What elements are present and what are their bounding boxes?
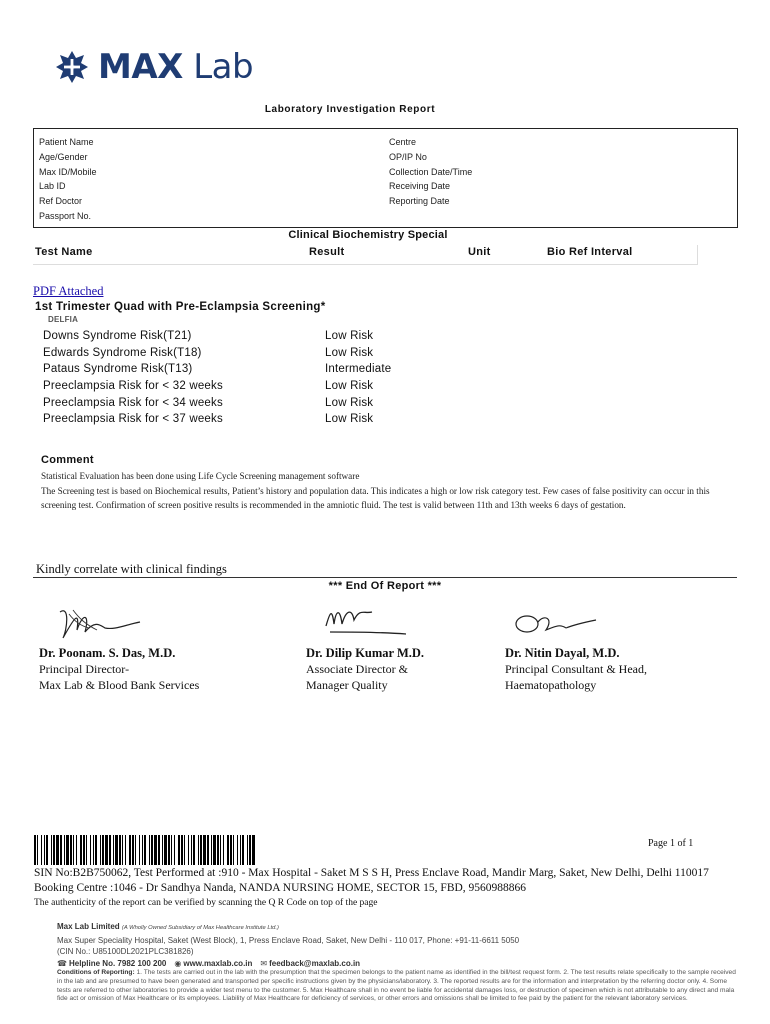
section-title: Clinical Biochemistry Special [288,229,448,241]
signatory-title: Principal Consultant & Head, [505,662,647,676]
field-patient-name: Patient Name [39,137,94,147]
result-name: Downs Syndrome Risk(T21) [43,330,192,342]
signatory-3 [505,645,647,693]
signatory-name: Dr. Poonam. S. Das, M.D. [39,646,176,660]
result-row [43,330,543,347]
result-name: Preeclampsia Risk for < 37 weeks [43,413,223,426]
max-lab-logo [56,47,254,87]
field-receiving-date: Receiving Date [389,181,451,192]
sin-info [34,866,709,896]
signatory-title: Principal Director- [39,662,130,676]
field-max-id: Max ID/Mobile [39,166,97,177]
divider [33,577,737,578]
authenticity-note: The authenticity of the report can be verified by scanning the Q R Code on top of the page [34,898,378,908]
conditions-label: Conditions of Reporting: [57,969,135,977]
signatory-name: Dr. Nitin Dayal, M.D. [505,646,620,660]
comment-line-2: The Screening test is based on Biochemical results, Patient’s history and population data. This indicates a high or low risk category test. Few cases of false positivity can occur in this screening test. Confirmation of screen positive results is recommended in the amniotic fluid. The test is valid between 11th and 13th weeks 6 days of gestation. [41,485,710,510]
result-value: Low Risk [325,380,374,393]
footer-company: Max Lab Limited [57,922,120,931]
results-list [43,330,543,430]
brand-name: MAX Lab [98,47,254,87]
result-name: Pataus Syndrome Risk(T13) [43,363,193,376]
footer-company-line [57,921,737,935]
field-age-gender: Age/Gender [39,151,88,162]
field-passport: Passport No. [39,210,92,221]
footer-address: Max Super Speciality Hospital, Saket (West Block), 1, Press Enclave Road, Saket, New Delhi - 110 017, Phone: +91-11-6611 5050 [57,935,520,945]
result-name: Edwards Syndrome Risk(T18) [43,346,202,359]
result-row [43,380,543,397]
booking-line: Booking Centre :1046 - Dr Sandhya Nanda, NANDA NURSING HOME, SECTOR 15, FBD, 9560988866 [34,882,527,894]
result-value: Low Risk [325,346,374,359]
field-collection-date: Collection Date/Time [389,166,473,177]
field-ref-doctor: Ref Doctor [39,196,83,207]
comment-line-1: Statistical Evaluation has been done using Life Cycle Screening management software [41,471,360,481]
footer-contacts [57,958,737,970]
signature-1-icon [55,600,145,645]
header-unit: Unit [468,246,491,258]
result-row [43,363,543,380]
max-logo-icon [56,51,88,83]
globe-icon: ◉ [174,958,182,968]
footer-helpline: Helpline No. 7982 100 200 [68,958,167,968]
correlate-note: Kindly correlate with clinical findings [36,562,227,576]
result-name: Preeclampsia Risk for < 32 weeks [43,380,223,393]
page-number: Page 1 of 1 [648,838,694,849]
signature-3-icon [510,606,600,646]
result-row [43,413,543,430]
field-op-ip: OP/IP No [389,151,427,162]
comment-heading: Comment [41,454,94,466]
patient-fields-right [389,135,472,209]
signatory-title: Max Lab & Blood Bank Services [39,678,200,692]
table-header [33,245,698,265]
footer-cin: (CIN No.: U85100DL2021PLC381826) [57,947,194,957]
sin-line: SIN No:B2B750062, Test Performed at :910 - Max Hospital - Saket M S S H, Press Enclave Road, Mandir Marg, Saket, New Delhi, Delhi 110017 [34,867,709,879]
footer-website[interactable]: www.maxlab.co.in [183,958,253,968]
test-title: 1st Trimester Quad with Pre-Eclampsia Screening* [35,301,326,313]
result-row [43,397,543,414]
result-value: Low Risk [325,396,374,409]
patient-info-box [33,128,738,228]
mail-icon: ✉ [260,958,268,968]
signature-2-icon [320,598,410,643]
barcode-icon [34,835,256,865]
result-value: Low Risk [325,413,374,426]
header-test-name: Test Name [35,246,93,258]
header-bio-ref: Bio Ref Interval [547,246,633,258]
signatory-title: Associate Director & [306,662,408,676]
phone-icon: ☎ [57,958,67,968]
signatory-title: Manager Quality [306,678,388,692]
field-reporting-date: Reporting Date [389,196,450,207]
signatory-1 [39,645,199,693]
field-lab-id: Lab ID [39,181,66,192]
patient-fields-left [39,135,97,224]
result-name: Preeclampsia Risk for < 34 weeks [43,396,223,409]
result-row [43,347,543,364]
signatory-name: Dr. Dilip Kumar M.D. [306,646,425,660]
result-value: Intermediate [325,363,392,376]
field-centre: Centre [389,137,417,147]
footer-company-note: (A Wholly Owned Subsidiary of Max Healthcare Institute Ltd.) [121,925,279,931]
end-of-report: *** End Of Report *** [328,580,442,592]
footer [57,921,737,1004]
header-result: Result [309,246,345,258]
pdf-attached-link[interactable]: PDF Attached [33,284,104,298]
result-value: Low Risk [325,330,374,342]
report-title: Laboratory Investigation Report [264,104,436,115]
signatory-title: Haematopathology [505,678,597,692]
footer-email[interactable]: feedback@maxlab.co.in [269,958,361,968]
footer-conditions [57,969,737,1003]
comment-body [41,469,721,513]
signatory-2 [306,645,424,693]
test-method: DELFIA [48,315,79,324]
conditions-text: 1. The tests are carried out in the lab with the presumption that the specimen belongs to the patient name as identified in the bill/test request form. 2. The test results relate specifically to the sample received in the lab and are presumed to have been generated and transported per specific instructions given by the physicians/laboratory. 3. The reported results are for the information and interpretation by the referring doctor only. 4. Some tests are referred to other laboratories to provide a wider test menu to the customer. 5. Max Healthcare shall in no event be liable for accidental damages loss, or destruction of specimen which is not attributable to any direct and mala fide act or omission of Max Healthcare or its employees. Liability of Max Healthcare for deficiency of services, or other errors and omissions shall be limited to fee paid by the patient for the relevant laboratory services. [57,969,736,1003]
